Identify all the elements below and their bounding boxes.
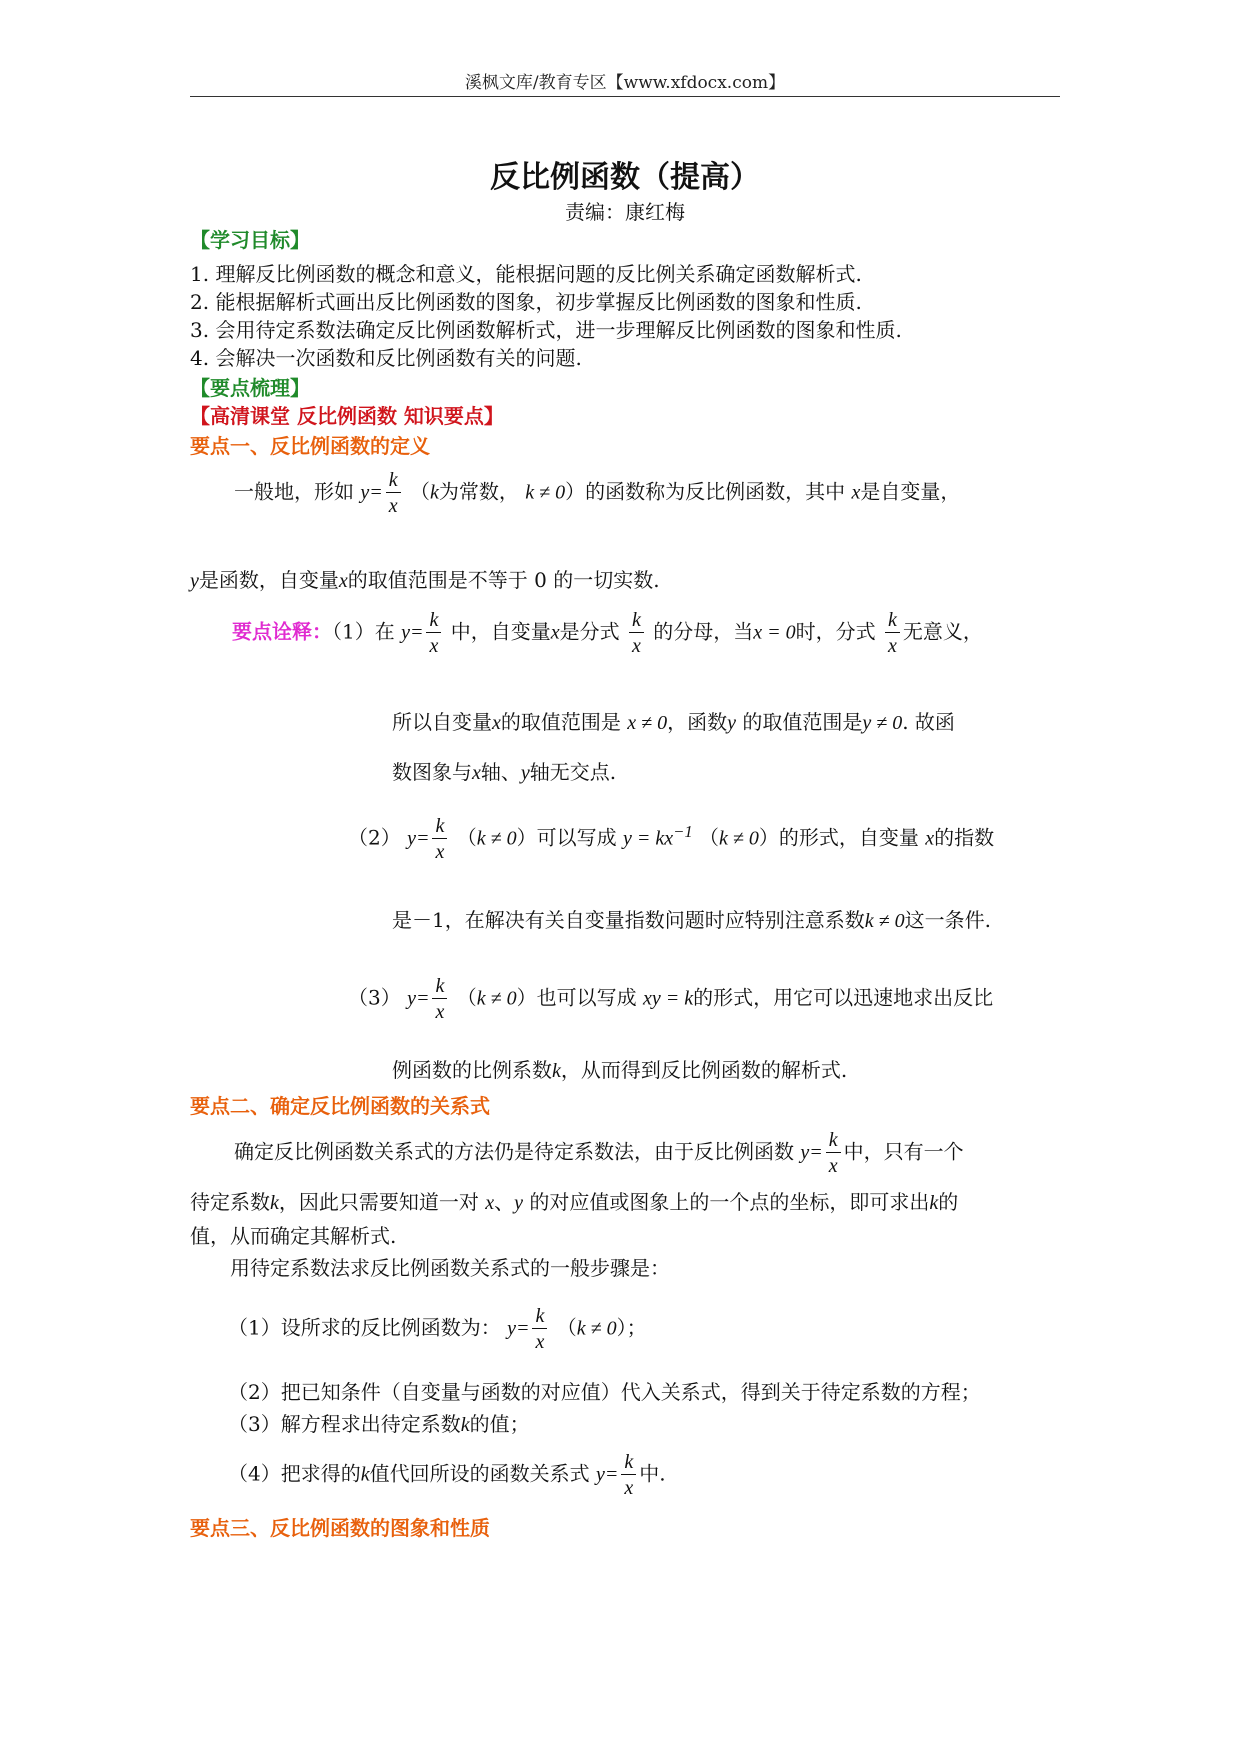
point2-line-4: 用待定系数法求反比例函数关系式的一般步骤是： <box>230 1256 670 1280</box>
page-title: 反比例函数（提高） <box>490 160 760 195</box>
point2-heading: 要点二、确定反比例函数的关系式 <box>190 1094 490 1118</box>
note-1-line-2: 所以自变量x的取值范围是 x ≠ 0，函数y 的取值范围是y ≠ 0. 故函 <box>392 710 955 734</box>
page-header: 溪枫文库/教育专区【www.xfdocx.com】 <box>464 73 786 93</box>
objective-item: 2. 能根据解析式画出反比例函数的图象，初步掌握反比例函数的图象和性质. <box>190 290 862 314</box>
step-3: （3）解方程求出待定系数k的值； <box>228 1412 530 1436</box>
point2-line-3: 值，从而确定其解析式. <box>190 1224 397 1248</box>
step-1: （1）设所求的反比例函数为： y= $\frac{k}{x}$ （k ≠ 0）； <box>228 1305 647 1353</box>
points-heading: 【要点梳理】 <box>190 376 310 400</box>
author-line: 责编：康红梅 <box>565 200 685 224</box>
point3-heading: 要点三、反比例函数的图象和性质 <box>190 1516 490 1540</box>
note-2-line-1: （2） y= $\frac{k}{x}$ （k ≠ 0）可以写成 $y = kx^{-1}$ （k ≠ 0）的形式，自变量 x的指数 <box>348 815 995 863</box>
note-3-line-1: （3） y= $\frac{k}{x}$ （k ≠ 0）也可以写成 xy = k的形式，用它可以迅速地求出反比 <box>348 975 994 1023</box>
objective-item: 4. 会解决一次函数和反比例函数有关的问题. <box>190 346 582 370</box>
point2-line-2: 待定系数k，因此只需要知道一对 x、y 的对应值或图象上的一个点的坐标，即可求出k的 <box>190 1190 959 1214</box>
definition-line-2: y是函数，自变量x的取值范围是不等于 0 的一切实数. <box>190 568 660 592</box>
objective-item: 3. 会用待定系数法确定反比例函数解析式，进一步理解反比例函数的图象和性质. <box>190 318 902 342</box>
note-1-line-3: 数图象与x轴、y轴无交点. <box>392 760 617 784</box>
note-1-line-1: 要点诠释：（1）在 y= $\frac{k}{x}$ 中，自变量x是分式 $\frac{k}{x}$ 的分母，当x = 0时，分式 $\frac{k}{x}$ 无意义， <box>232 609 983 657</box>
note-3-line-2: 例函数的比例系数k，从而得到反比例函数的解析式. <box>392 1058 848 1082</box>
objectives-heading: 【学习目标】 <box>190 228 310 252</box>
step-4: （4）把求得的k值代回所设的函数关系式 y= $\frac{k}{x}$ 中. <box>228 1451 666 1499</box>
step-2: （2）把已知条件（自变量与函数的对应值）代入关系式，得到关于待定系数的方程； <box>228 1380 981 1404</box>
objective-item: 1. 理解反比例函数的概念和意义，能根据问题的反比例关系确定函数解析式. <box>190 262 862 286</box>
hd-lesson-heading: 【高清课堂 反比例函数 知识要点】 <box>190 404 504 428</box>
note-2-line-2: 是－1，在解决有关自变量指数问题时应特别注意系数k ≠ 0这一条件. <box>392 908 991 932</box>
definition-line-1: 一般地，形如 y= $\frac{k}{x}$ （k为常数， k ≠ 0）的函数称为反比例函数，其中 x是自变量， <box>234 469 961 517</box>
point2-line-1: 确定反比例函数关系式的方法仍是待定系数法，由于反比例函数 y= $\frac{k}{x}$ 中，只有一个 <box>234 1129 964 1177</box>
point1-heading: 要点一、反比例函数的定义 <box>190 434 430 458</box>
header-divider <box>190 96 1060 97</box>
